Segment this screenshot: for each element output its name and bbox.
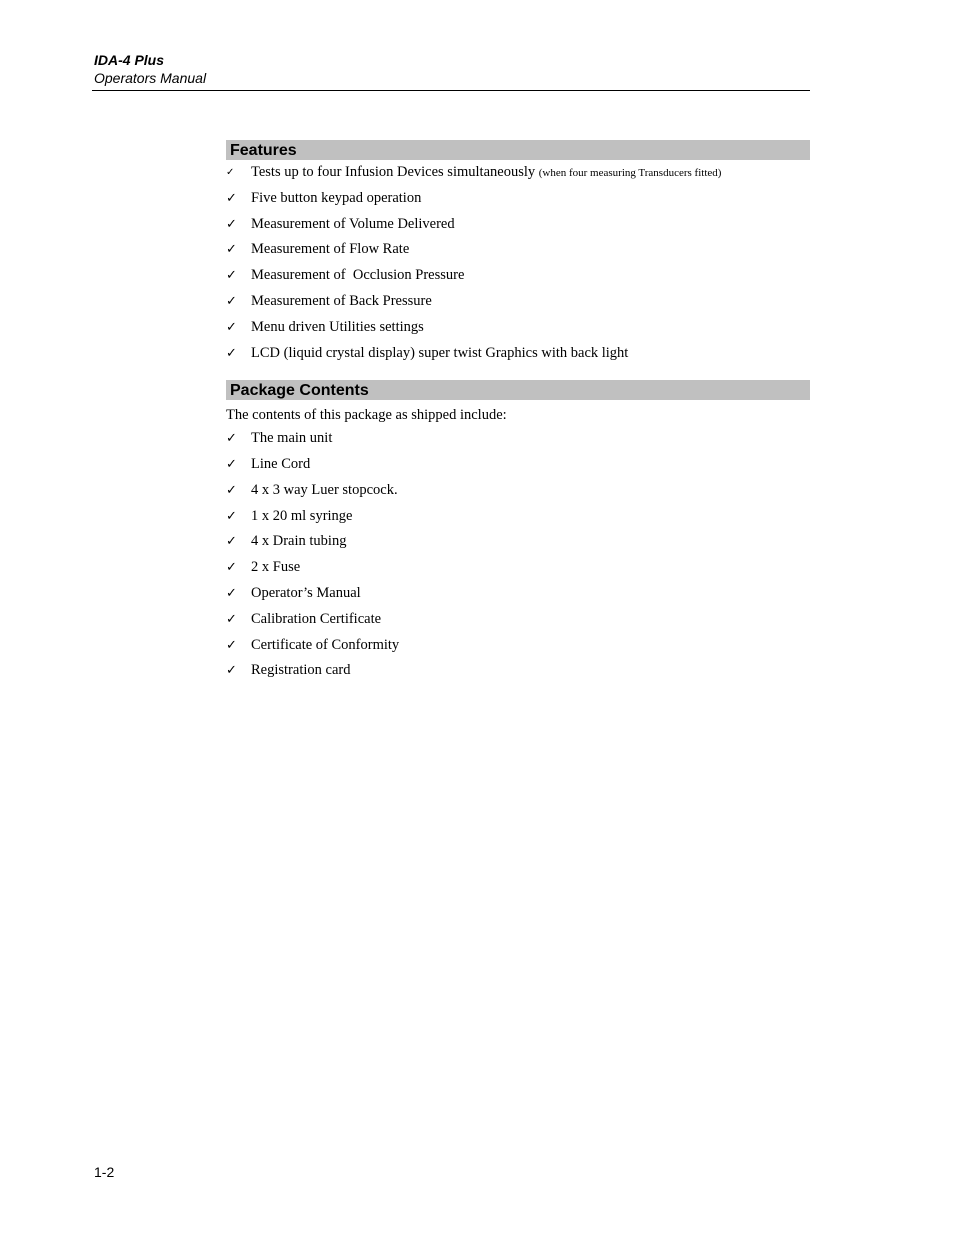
check-icon: ✓ xyxy=(226,190,237,206)
check-icon: ✓ xyxy=(226,534,237,550)
list-item xyxy=(226,658,810,684)
list-item xyxy=(226,160,810,186)
list-item xyxy=(226,186,810,212)
check-icon: ✓ xyxy=(226,319,237,335)
package-item-text: Operator’s Manual xyxy=(251,584,361,601)
list-item xyxy=(226,529,810,555)
page-content xyxy=(226,140,810,684)
check-icon: ✓ xyxy=(226,637,237,653)
list-item xyxy=(226,212,810,238)
package-item-text: Registration card xyxy=(251,662,351,679)
list-item xyxy=(226,237,810,263)
feature-text: Measurement of Back Pressure xyxy=(251,292,432,309)
manual-title: Operators Manual xyxy=(94,70,207,86)
package-item-text: 1 x 20 ml syringe xyxy=(251,507,353,524)
check-icon: ✓ xyxy=(226,508,237,524)
features-list xyxy=(226,160,810,366)
check-icon: ✓ xyxy=(226,663,237,679)
list-item xyxy=(226,607,810,633)
check-icon: ✓ xyxy=(226,585,237,601)
list-item xyxy=(226,555,810,581)
list-item xyxy=(226,341,810,367)
running-header xyxy=(94,52,810,87)
check-icon: ✓ xyxy=(226,167,235,178)
package-item-text: 4 x 3 way Luer stopcock. xyxy=(251,481,398,498)
check-icon: ✓ xyxy=(226,611,237,627)
feature-note: (when four measuring Transducers fitted) xyxy=(538,167,722,179)
product-name: IDA-4 Plus xyxy=(94,52,165,68)
feature-text: Measurement of Occlusion Pressure xyxy=(251,267,465,284)
list-item xyxy=(226,263,810,289)
package-intro: The contents of this package as shipped include: xyxy=(226,407,507,424)
package-item-text: Calibration Certificate xyxy=(251,610,382,627)
package-item-text: 4 x Drain tubing xyxy=(251,533,347,550)
check-icon: ✓ xyxy=(226,242,237,258)
features-section xyxy=(226,140,810,366)
feature-text: Menu driven Utilities settings xyxy=(251,318,424,335)
check-icon: ✓ xyxy=(226,482,237,498)
list-item xyxy=(226,426,810,452)
check-icon: ✓ xyxy=(226,431,237,447)
header-divider xyxy=(92,90,810,91)
package-item-text: The main unit xyxy=(251,430,333,447)
check-icon: ✓ xyxy=(226,268,237,284)
page-number: 1-2 xyxy=(94,1164,115,1180)
check-icon: ✓ xyxy=(226,560,237,576)
package-item-text: 2 x Fuse xyxy=(251,559,301,576)
check-icon: ✓ xyxy=(226,456,237,472)
list-item xyxy=(226,633,810,659)
feature-text: Tests up to four Infusion Devices simultaneously xyxy=(251,164,536,180)
check-icon: ✓ xyxy=(226,216,237,232)
package-contents-list xyxy=(226,426,810,684)
list-item xyxy=(226,581,810,607)
features-heading: Features xyxy=(226,140,810,160)
feature-text: LCD (liquid crystal display) super twist Graphics with back light xyxy=(251,344,629,361)
check-icon: ✓ xyxy=(226,345,237,361)
list-item xyxy=(226,478,810,504)
package-item-text: Line Cord xyxy=(251,455,311,472)
list-item xyxy=(226,289,810,315)
list-item xyxy=(226,504,810,530)
list-item xyxy=(226,315,810,341)
package-contents-section xyxy=(226,380,810,684)
list-item xyxy=(226,452,810,478)
check-icon: ✓ xyxy=(226,293,237,309)
feature-text: Measurement of Flow Rate xyxy=(251,241,410,258)
package-item-text: Certificate of Conformity xyxy=(251,636,400,653)
feature-text: Five button keypad operation xyxy=(251,189,422,206)
feature-text: Measurement of Volume Delivered xyxy=(251,215,455,232)
package-contents-heading: Package Contents xyxy=(226,380,810,400)
